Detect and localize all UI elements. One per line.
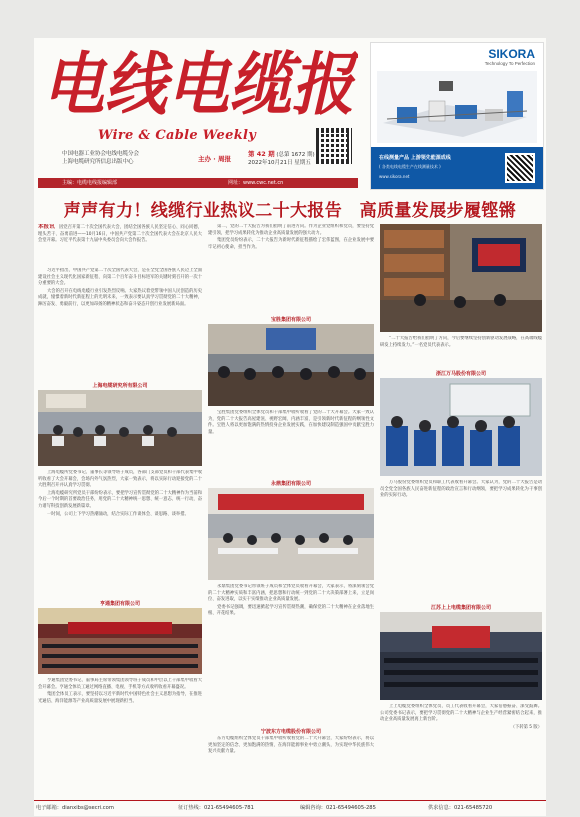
issue-number: 第 42 期 [248,150,275,158]
editor-line: 主编：电缆电线报编辑部 [62,180,118,186]
masthead-logo [38,46,358,118]
footer-email[interactable]: 电子邮箱：dianxibs@secri.com [36,805,114,811]
site-url[interactable]: 网址：www.cwc.net.cn [228,180,284,186]
masthead-title: 电线电缆报 [42,46,358,118]
ad-line2: ( 各类电线电缆生产在线测量技术 ) [379,164,441,169]
sikora-advertisement[interactable] [370,42,544,190]
footer-contacts [34,800,546,815]
organizer-line: 上海电缆研究所信息出版中心 [62,159,134,165]
ad-line1: 在线测量产品 上游领先能源成线 [379,155,451,161]
paragraph: 集团党员纷纷表示，二十大报告为新时代新征程描绘了宏伟蓝图，在企业发展中要牢记初心使命，担当作为。 [208,238,374,250]
article-column-2c [208,584,374,724]
article-column-1c [38,678,202,796]
section-caption: 亨通集团有限公司 [99,601,140,607]
section-caption: 江苏上上电缆集团有限公司 [430,605,491,611]
paragraph: 宝胜集团党委组织全体党员和干部集中收听收看了党的二十大开幕会。大家一致认为，党的二十大报告高屋建瓴、视野宏阔、内涵丰富，是引领新时代新征程的纲领性文件。宝胜人将以更加饱满的热情投身企业发展实践，在加快建设制造强国中贡献宝胜力量。 [208,410,374,435]
photo-office-screen [380,224,542,332]
lead-paragraph [38,224,202,266]
issue-date: 2022年10月21日 [248,160,293,166]
article-column-2b [208,410,374,476]
paragraph: 习近平指出，中国共产党第二十次全国代表大会，是在全党全国各族人民迈上全面建设社会主义现代化国家新征程、向第二个百年奋斗目标进军的关键时刻召开的一次十分重要的大会。 [38,268,202,287]
organizer-block [62,150,212,166]
paragraph: 大会的召开在电线电缆行业引发热烈反响。大家热议着党带领中国人民创造的历史成就，憧憬着新时代新征程上的光明未来，一致表示要认真学习贯彻党的二十大精神，踔厉奋发、勇毅前行，以更加昂扬的精神状态和奋斗姿态开创行业发展新局面。 [38,288,202,307]
article-column-3a [380,336,542,366]
paragraph: 亨通集团党委书记、董事局主席带领集团领导班子成员和中层以上干部集中收看大会开幕会。亨通全体员工通过网络直播、电视、手机等方式收听收看开幕盛况。 [38,678,202,690]
section-caption: 上海电缆研究所有限公司 [92,383,148,389]
article-column-2d [208,736,374,796]
issue-total: (总第 1672 期) [276,152,315,158]
paragraph: 东方电缆组织全体党员干部集中收听收看党的二十大开幕会，大家纷纷表示，将以更加坚定的信念、更加饱满的热情，在海洋能源事业中勇立潮头，为实现中华民族伟大复兴贡献力量。 [208,736,374,755]
organizer-line: 中国电器工业协会电线电缆分会 [62,151,140,157]
lead-text: 因党召开第二十次全国代表大会，团结全国各族人民坚定信心、同心同德，埋头苦干、奋勇前进——10月16日，中国共产党第二十次全国代表大会在北京人民大会堂开幕。习近平代表第十九届中央委员会向大会作报告。 [38,225,202,244]
paragraph: 万马股份党委组织党员和职工代表收看开幕会。大家认为，党的二十大报告是动员全党全国各族人民奋进新征程的政治宣言和行动纲领，要把学习成果转化为干事创业的实际行动。 [380,480,542,499]
photo-hall-screen [208,488,374,580]
paragraph: 党委书记强调，要迅速掀起学习宣传贯彻热潮，确保党的二十大精神在企业落地生根、开花结果。 [208,604,374,617]
article-column-1a [38,268,202,380]
masthead-info [38,150,358,178]
photo-meeting-hall [208,324,374,406]
ad-qr-code [505,153,535,183]
article-column-1b [38,470,202,594]
frequency-badge: 主办 · 周报 [198,155,231,163]
issue-block [248,150,358,167]
main-headline: 声声有力！线缆行业热议二十大报告 高质量发展步履铿锵 [63,201,517,221]
ad-tagline: Technology To Perfection [484,61,535,66]
photo-blue-uniforms [380,378,542,476]
footer-editorial: 编辑咨询：021-65494605-285 [300,805,376,811]
newspaper-page [34,38,546,816]
ad-line3: www.sikora.net [379,174,410,179]
footer-subscription: 征订热线：021-65494605-781 [178,805,254,811]
article-column-2a [208,224,374,312]
section-caption: 浙江万马股份有限公司 [435,371,486,377]
paragraph: “二十大报告给我们指明了方向，今后要继续坚持创新驱动发展战略，在高端线缆研发上持续发力。”一名党员代表表示。 [380,336,542,348]
article-column-3b [380,480,542,600]
ad-brand: SIKORA [488,47,535,61]
paragraph: 上海电缆所党委书记、董事长等领导班子成员，各部门支部党员和干部代表集中收听收看了大会开幕会，会场内外气氛热烈，大家一致表示，将以实际行动迎接党的二十大胜利召开并认真学习贯彻。 [38,470,202,489]
photo-large-assembly [380,612,542,700]
section-caption: 宁波东方电缆股份有限公司 [260,729,321,735]
masthead-bar [38,178,358,188]
article-column-3c [380,704,542,796]
ad-machine-image [377,71,537,143]
photo-auditorium [38,608,202,674]
paragraph: 永鼎集团党委书记带领班子成员和全体党员收看开幕会，大家表示，将深刻领会党的二十大精神实质和丰富内涵，把思想和行动统一到党的二十大决策部署上来，立足岗位、奋发进取，以实干实绩推动企业高质量发展。 [208,584,374,603]
continued-note: （下转第 5 版） [510,724,542,730]
lead-kicker: 本报讯 [38,224,55,230]
masthead-subtitle: Wire & Cable Weekly [98,128,257,143]
paragraph: 第二，党的二十大报告为我们指明了前进方向。作为企业党组织和党员，要坚持党建引领，把学习成果转化为推动企业高质量发展的强大动力。 [208,224,374,236]
paragraph: 一时间，公司上下学习热潮涌动，结合实际工作谈体会、谈思路、谈举措。 [47,511,189,517]
photo-conference-room [38,390,202,466]
ad-banner [371,147,543,189]
section-caption: 宝胜集团有限公司 [270,317,311,323]
issue-day: 星期五 [294,160,311,166]
section-caption: 永鼎集团有限公司 [270,481,311,487]
masthead-calligraphy [38,46,358,118]
paragraph: 上海电缆研究所党员干部纷纷表示，要把学习宣传贯彻党的二十大精神作为当前和今后一个时期的首要政治任务，用党的二十大精神统一思想、统一意志、统一行动，奋力谱写科技创新发展新篇章。 [38,490,202,509]
paragraph: 集团全体员工表示，要坚持以习近平新时代中国特色社会主义思想为指导，在推进光通信、海洋能源等产业高质量发展中展现新担当。 [38,692,202,704]
paragraph: 上上电缆党委组织全体党员、员工代表收看开幕会，大家倍感振奋、深受鼓舞。公司党委书记表示，要把学习贯彻党的二十大精神与企业生产经营紧密结合起来，推动企业高质量发展再上新台阶。 [380,704,542,723]
footer-classifieds: 供求信息：021-65485720 [428,805,493,811]
